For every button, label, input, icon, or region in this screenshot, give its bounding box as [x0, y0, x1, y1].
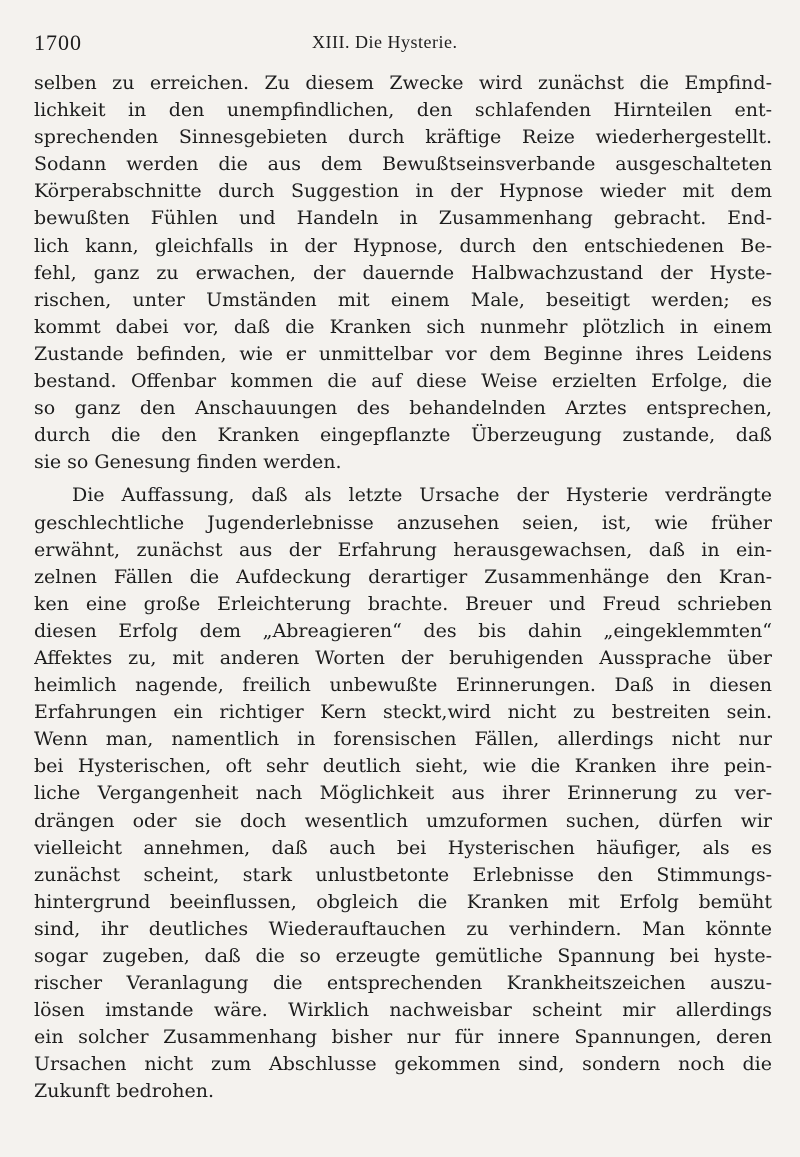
text-line: sogar zugeben, daß die so erzeugte gemütliche Spannung bei hyste- — [34, 945, 772, 967]
text-line: liche Vergangenheit nach Möglichkeit aus ihrer Erinnerung zu ver- — [34, 782, 772, 805]
text-line: Zustande befinden, wie er unmittelbar vor dem Beginne ihres Leidens — [34, 342, 772, 365]
text-line: vielleicht annehmen, daß auch bei Hysterischen häufiger, als es — [34, 836, 772, 859]
text-line: Wenn man, namentlich in forensischen Fällen, allerdings nicht nur — [34, 728, 772, 751]
text-line: Die Auffassung, daß als letzte Ursache der Hysterie verdrängte — [72, 484, 772, 507]
text-line: ken eine große Erleichterung brachte. Breuer und Freud schrieben — [34, 592, 772, 615]
text-line: sie so Genesung finden werden. — [34, 451, 342, 474]
text-line: drängen oder sie doch wesentlich umzuformen suchen, dürfen wir — [34, 809, 772, 832]
text-line: rischer Veranlagung die entsprechenden Krankheitszeichen auszu- — [34, 972, 772, 995]
text-line: geschlechtliche Jugenderlebnisse anzusehen seien, ist, wie früher — [34, 511, 772, 534]
text-line: Ursachen nicht zum Abschlusse gekommen sind, sondern noch die — [34, 1053, 772, 1076]
text-line: bewußten Fühlen und Handeln in Zusammenhang gebracht. End- — [34, 207, 772, 230]
text-line: zunächst scheint, stark unlustbetonte Erlebnisse den Stimmungs- — [34, 863, 772, 886]
text-line: lichkeit in den unempfindlichen, den schlafenden Hirnteilen ent- — [34, 99, 772, 122]
text-line: sprechenden Sinnesgebieten durch kräftige Reize wiederhergestellt. — [34, 126, 772, 149]
paragraph-2 — [34, 482, 772, 1105]
text-line: Sodann werden die aus dem Bewußtseinsverbande ausgeschalteten — [34, 153, 772, 176]
text-line: lösen imstande wäre. Wirklich nachweisbar scheint mir allerdings — [34, 999, 772, 1022]
text-line: rischen, unter Umständen mit einem Male, beseitigt werden; es — [34, 288, 772, 311]
text-line: Erfahrungen ein richtiger Kern steckt,wird nicht zu bestreiten sein. — [34, 701, 772, 724]
page-number: 1700 — [34, 30, 82, 55]
text-line: so ganz den Anschauungen des behandelnden Arztes entsprechen, — [34, 397, 772, 420]
text-line: fehl, ganz zu erwachen, der dauernde Halbwachzustand der Hyste- — [34, 261, 772, 284]
text-line: heimlich nagende, freilich unbewußte Erinnerungen. Daß in diesen — [34, 674, 772, 697]
paragraph-1 — [34, 70, 772, 476]
text-line: sind, ihr deutliches Wiederauftauchen zu verhindern. Man könnte — [34, 917, 772, 940]
text-line: Zukunft bedrohen. — [34, 1080, 214, 1103]
text-line: bei Hysterischen, oft sehr deutlich sieht, wie die Kranken ihre pein- — [34, 755, 772, 778]
text-line: lich kann, gleichfalls in der Hypnose, durch den entschiedenen Be- — [34, 234, 772, 257]
text-line: Körperabschnitte durch Suggestion in der Hypnose wieder mit dem — [34, 180, 772, 203]
running-head: XIII. Die Hysterie. — [312, 32, 458, 52]
text-line: erwähnt, zunächst aus der Erfahrung herausgewachsen, daß in ein- — [34, 538, 772, 561]
text-line: durch die den Kranken eingepflanzte Überzeugung zustande, daß — [34, 424, 772, 447]
text-line: zelnen Fällen die Aufdeckung derartiger Zusammenhänge den Kran- — [34, 565, 772, 588]
page-header — [34, 30, 774, 56]
text-line: hintergrund beeinflussen, obgleich die Kranken mit Erfolg bemüht — [34, 890, 772, 913]
text-line: diesen Erfolg dem „Abreagieren“ des bis dahin „eingeklemmten“ — [34, 619, 772, 642]
text-line: Affektes zu, mit anderen Worten der beruhigenden Aussprache über — [34, 646, 772, 669]
text-line: ein solcher Zusammenhang bisher nur für innere Spannungen, deren — [34, 1026, 772, 1049]
text-line: bestand. Offenbar kommen die auf diese Weise erzielten Erfolge, die — [34, 370, 772, 393]
text-line: selben zu erreichen. Zu diesem Zwecke wird zunächst die Empfind- — [34, 72, 772, 94]
body-text — [34, 70, 772, 1106]
text-line: kommt dabei vor, daß die Kranken sich nunmehr plötzlich in einem — [34, 315, 772, 338]
